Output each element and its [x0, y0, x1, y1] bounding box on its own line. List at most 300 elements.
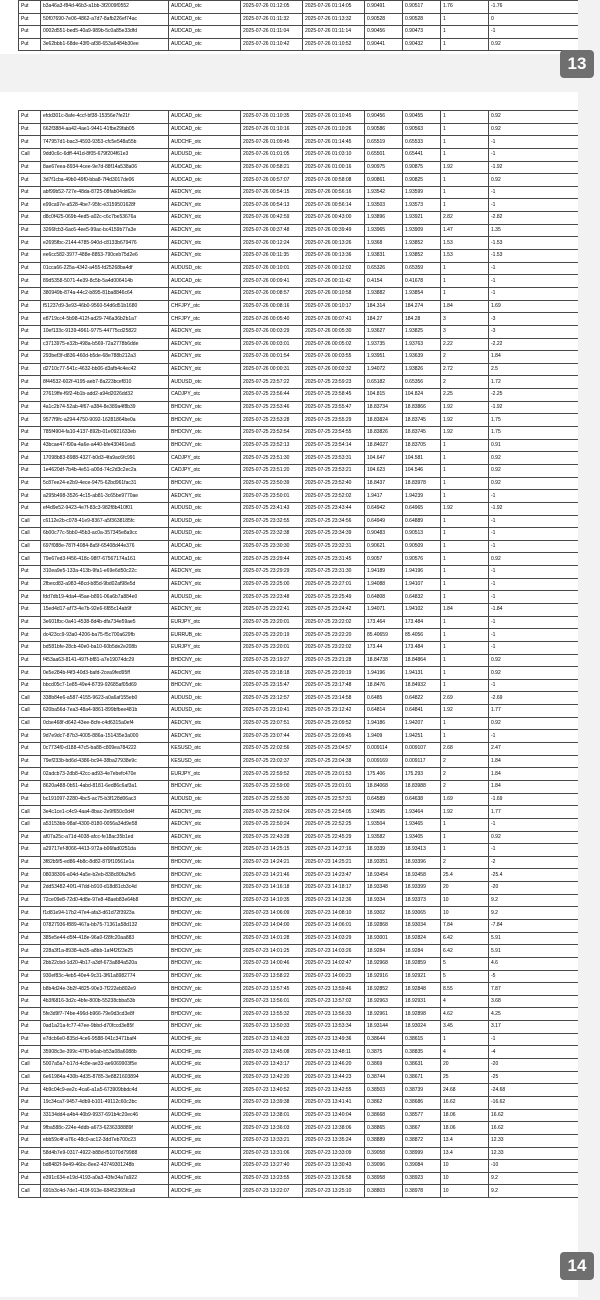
trade-id-cell: 17098b83-8988-4327-b0d3-4fa9ac6fc991 — [41, 452, 169, 465]
open-time-cell: 2025-07-26 00:03:29 — [241, 325, 303, 338]
close-time-cell: 2025-07-25 23:53:31 — [303, 452, 365, 465]
table-row — [19, 502, 579, 515]
amount-cell: 5 — [441, 957, 489, 970]
asset-cell: EURJPY_otc — [169, 616, 241, 629]
profit-cell: 4.25 — [489, 1008, 579, 1021]
open-time-cell: 2025-07-25 23:57:22 — [241, 376, 303, 389]
amount-cell: 1 — [441, 515, 489, 528]
profit-cell: -1.84 — [489, 603, 579, 616]
close-time-cell: 2025-07-25 22:54:05 — [303, 806, 365, 819]
amount-cell: 1 — [441, 667, 489, 680]
open-price-cell: 0.90456 — [365, 111, 403, 124]
close-price-cell: 1.94131 — [403, 667, 441, 680]
profit-cell: 0.92 — [489, 111, 579, 124]
trade-id-cell: 747957d1-bac3-4593-9353-cfc5e548a55b — [41, 136, 169, 149]
open-price-cell: 0.65326 — [365, 262, 403, 275]
profit-cell: -1 — [489, 490, 579, 503]
amount-cell: 1 — [441, 616, 489, 629]
open-price-cell: 104.623 — [365, 464, 403, 477]
direction-cell: Put — [19, 1008, 41, 1021]
open-time-cell: 2025-07-25 23:20:19 — [241, 629, 303, 642]
amount-cell: 1.92 — [441, 502, 489, 515]
trade-id-cell: 50f07690-7e06-4862-a7d7-8afb226ef74ac — [41, 13, 169, 26]
close-price-cell: 0.64638 — [403, 793, 441, 806]
profit-cell: -5 — [489, 970, 579, 983]
amount-cell: 3 — [441, 325, 489, 338]
open-time-cell: 2025-07-23 14:01:25 — [241, 945, 303, 958]
open-time-cell: 2025-07-23 13:33:21 — [241, 1134, 303, 1147]
close-price-cell: 18.93396 — [403, 856, 441, 869]
asset-cell: AUDCHF_otc — [169, 1059, 241, 1072]
open-time-cell: 2025-07-25 22:02:56 — [241, 743, 303, 756]
amount-cell: 1 — [441, 717, 489, 730]
open-time-cell: 2025-07-23 13:46:33 — [241, 1033, 303, 1046]
close-price-cell: 1.93405 — [403, 831, 441, 844]
amount-cell: 1 — [441, 262, 489, 275]
open-time-cell: 2025-07-25 23:23:48 — [241, 591, 303, 604]
table-row — [19, 123, 579, 136]
open-price-cell: 1.93965 — [365, 224, 403, 237]
open-time-cell: 2025-07-23 14:00:46 — [241, 957, 303, 970]
trade-id-cell: 9577f9fc-a294-4750-9092-16281864be0a — [41, 414, 169, 427]
close-price-cell: 1.93639 — [403, 351, 441, 364]
profit-cell: -1.69 — [489, 793, 579, 806]
open-time-cell: 2025-07-25 23:51:20 — [241, 464, 303, 477]
amount-cell: 3 — [441, 313, 489, 326]
trade-id-cell: 35908c3e-399c-47f0-b6ab-b53a08a6088b — [41, 1046, 169, 1059]
open-time-cell: 2025-07-25 23:10:41 — [241, 705, 303, 718]
direction-cell: Put — [19, 907, 41, 920]
open-price-cell: 0.38644 — [365, 1033, 403, 1046]
close-price-cell: 1.93852 — [403, 250, 441, 263]
table-row — [19, 1096, 579, 1109]
close-time-cell: 2025-07-23 13:41:41 — [303, 1096, 365, 1109]
direction-cell: Put — [19, 629, 41, 642]
open-price-cell: 18.92916 — [365, 970, 403, 983]
trades-table-top — [18, 0, 578, 51]
table-row — [19, 13, 579, 26]
asset-cell: AEDCNY_otc — [169, 237, 241, 250]
asset-cell: BHDCNY_otc — [169, 401, 241, 414]
direction-cell: Call — [19, 1071, 41, 1084]
table-row — [19, 970, 579, 983]
open-time-cell: 2025-07-26 01:10:35 — [241, 111, 303, 124]
direction-cell: Put — [19, 1033, 41, 1046]
direction-cell: Put — [19, 186, 41, 199]
open-price-cell: 1.93503 — [365, 199, 403, 212]
table-row — [19, 477, 579, 490]
close-time-cell: 2025-07-25 23:52:40 — [303, 477, 365, 490]
close-time-cell: 2025-07-23 14:06:01 — [303, 920, 365, 933]
close-price-cell: 1.94196 — [403, 566, 441, 579]
close-time-cell: 2025-07-25 23:14:58 — [303, 692, 365, 705]
table-row — [19, 1021, 579, 1034]
open-time-cell: 2025-07-25 22:55:30 — [241, 793, 303, 806]
close-price-cell: 18.84932 — [403, 679, 441, 692]
close-price-cell: 1.94239 — [403, 490, 441, 503]
direction-cell: Call — [19, 148, 41, 161]
table-row — [19, 363, 579, 376]
asset-cell: AUDCAD_otc — [169, 553, 241, 566]
table-row — [19, 578, 579, 591]
asset-cell: AUDCHF_otc — [169, 1147, 241, 1160]
close-time-cell: 2025-07-25 23:24:42 — [303, 603, 365, 616]
trade-id-cell: e7dcb6e0-835d-4ce6-9588-041c3471baf4 — [41, 1033, 169, 1046]
profit-cell: -1 — [489, 679, 579, 692]
open-time-cell: 2025-07-25 23:32:38 — [241, 528, 303, 541]
close-price-cell: 0.38999 — [403, 1147, 441, 1160]
amount-cell: 1 — [441, 540, 489, 553]
table-row — [19, 743, 579, 756]
asset-cell: AUDCAD_otc — [169, 123, 241, 136]
amount-cell: 5 — [441, 970, 489, 983]
open-price-cell: 0.38503 — [365, 1084, 403, 1097]
direction-cell: Put — [19, 212, 41, 225]
asset-cell: BHDCNY_otc — [169, 439, 241, 452]
profit-cell: -20 — [489, 1059, 579, 1072]
close-time-cell: 2025-07-25 23:58:45 — [303, 389, 365, 402]
amount-cell: 1.92 — [441, 806, 489, 819]
close-time-cell: 2025-07-23 13:26:58 — [303, 1172, 365, 1185]
close-price-cell: 0.64841 — [403, 705, 441, 718]
close-price-cell: 18.92859 — [403, 957, 441, 970]
profit-cell: 3.17 — [489, 1021, 579, 1034]
trade-id-cell: b8b4d24e-3b2f-4825-90e3-7f222eb802e9 — [41, 983, 169, 996]
open-price-cell: 1.93542 — [365, 186, 403, 199]
open-time-cell: 2025-07-25 23:19:27 — [241, 654, 303, 667]
profit-cell: 4.6 — [489, 957, 579, 970]
close-time-cell: 2025-07-23 14:00:23 — [303, 970, 365, 983]
direction-cell: Put — [19, 111, 41, 124]
close-time-cell: 2025-07-25 23:09:52 — [303, 717, 365, 730]
trade-id-cell: 6b00c77c-5bb0-45b3-ac0a-357345e8a9cc — [41, 528, 169, 541]
table-row — [19, 856, 579, 869]
table-row — [19, 831, 579, 844]
asset-cell: AUDCAD_otc — [169, 13, 241, 26]
table-row — [19, 983, 579, 996]
open-time-cell: 2025-07-25 23:30:30 — [241, 540, 303, 553]
asset-cell: AEDCNY_otc — [169, 287, 241, 300]
close-time-cell: 2025-07-25 23:21:28 — [303, 654, 365, 667]
profit-cell: 0.92 — [489, 477, 579, 490]
table-row — [19, 111, 579, 124]
trade-id-cell: 8ae67eea-8934-4cee-9e7d-88f14a538a06 — [41, 161, 169, 174]
amount-cell: 1 — [441, 38, 489, 51]
open-price-cell: 18.8437 — [365, 477, 403, 490]
trade-id-cell: 4b3f6816-3d2c-4bfe-800b-55238cbba53b — [41, 995, 169, 1008]
open-price-cell: 1.93896 — [365, 212, 403, 225]
table-row — [19, 995, 579, 1008]
open-time-cell: 2025-07-25 22:59:00 — [241, 780, 303, 793]
profit-cell: 0 — [489, 13, 579, 26]
profit-cell: 1.77 — [489, 806, 579, 819]
trade-id-cell: 3e601fbc-0a41-4538-8d4b-dfa734e59ae5 — [41, 616, 169, 629]
close-time-cell: 2025-07-25 23:52:02 — [303, 490, 365, 503]
trade-id-cell: a295b498-3526-4c15-ab81-3c65be9770ae — [41, 490, 169, 503]
trade-id-cell: 3266fcb3-6ac6-4ee5-99ac-bc4159b77a3e — [41, 224, 169, 237]
asset-cell: AUDCAD_otc — [169, 38, 241, 51]
direction-cell: Put — [19, 300, 41, 313]
amount-cell: 1.84 — [441, 300, 489, 313]
amount-cell: 2.69 — [441, 692, 489, 705]
open-price-cell: 1.93831 — [365, 250, 403, 263]
open-time-cell: 2025-07-25 23:41:43 — [241, 502, 303, 515]
profit-cell: -1 — [489, 844, 579, 857]
amount-cell: 1.84 — [441, 603, 489, 616]
open-price-cell: 18.93454 — [365, 869, 403, 882]
close-price-cell: 0.90563 — [403, 123, 441, 136]
open-time-cell: 2025-07-23 14:10:35 — [241, 894, 303, 907]
profit-cell: 9.2 — [489, 894, 579, 907]
amount-cell: 1 — [441, 641, 489, 654]
open-time-cell: 2025-07-26 00:08:57 — [241, 287, 303, 300]
close-time-cell: 2025-07-26 00:12:02 — [303, 262, 365, 275]
asset-cell: AUDUSD_otc — [169, 692, 241, 705]
asset-cell: BHDCNY_otc — [169, 945, 241, 958]
direction-cell: Put — [19, 13, 41, 26]
table-row — [19, 376, 579, 389]
trade-id-cell: 3f82b5f5-ed86-4b8c-8d82-879f10561e1a — [41, 856, 169, 869]
close-price-cell: 0.65356 — [403, 376, 441, 389]
asset-cell: AUDUSD_otc — [169, 515, 241, 528]
close-price-cell: 0.39084 — [403, 1160, 441, 1173]
asset-cell: CADJPY_otc — [169, 452, 241, 465]
table-row — [19, 464, 579, 477]
close-price-cell: 0.38739 — [403, 1084, 441, 1097]
profit-cell: 1.84 — [489, 755, 579, 768]
table-row — [19, 730, 579, 743]
asset-cell: AUDCHF_otc — [169, 1160, 241, 1173]
direction-cell: Put — [19, 351, 41, 364]
direction-cell: Put — [19, 932, 41, 945]
profit-cell: -1 — [489, 186, 579, 199]
amount-cell: 1 — [441, 730, 489, 743]
trade-id-cell: 6e61984a-430b-4d35-8785-3e8821603894 — [41, 1071, 169, 1084]
asset-cell: AEDCNY_otc — [169, 730, 241, 743]
open-time-cell: 2025-07-26 00:54:15 — [241, 186, 303, 199]
close-price-cell: 0.65533 — [403, 136, 441, 149]
asset-cell: BHDCNY_otc — [169, 780, 241, 793]
open-price-cell: 104.647 — [365, 452, 403, 465]
trade-id-cell: 4a1c2b74-52ab-4f67-a384-8e389a4f8b39 — [41, 401, 169, 414]
table-row — [19, 717, 579, 730]
asset-cell: AEDCNY_otc — [169, 351, 241, 364]
profit-cell: -1 — [489, 528, 579, 541]
close-price-cell: 18.92931 — [403, 995, 441, 1008]
asset-cell: AEDCNY_otc — [169, 250, 241, 263]
table-row — [19, 540, 579, 553]
open-price-cell: 18.93001 — [365, 932, 403, 945]
close-time-cell: 2025-07-26 00:13:36 — [303, 250, 365, 263]
close-time-cell: 2025-07-25 23:04:57 — [303, 743, 365, 756]
profit-cell: -2 — [489, 856, 579, 869]
asset-cell: BHDCNY_otc — [169, 1021, 241, 1034]
open-time-cell: 2025-07-23 14:24:21 — [241, 856, 303, 869]
open-time-cell: 2025-07-23 13:58:22 — [241, 970, 303, 983]
trade-id-cell: 9fba588c-224e-4ddb-a673-6236338889f — [41, 1122, 169, 1135]
close-time-cell: 2025-07-25 23:17:48 — [303, 679, 365, 692]
profit-cell: 0.91 — [489, 439, 579, 452]
open-price-cell: 184.314 — [365, 300, 403, 313]
close-time-cell: 2025-07-25 23:43:44 — [303, 502, 365, 515]
asset-cell: BHDCNY_otc — [169, 907, 241, 920]
open-price-cell: 0.90456 — [365, 26, 403, 39]
close-price-cell: 0.38872 — [403, 1134, 441, 1147]
amount-cell: 1 — [441, 464, 489, 477]
asset-cell: AUDUSD_otc — [169, 528, 241, 541]
close-price-cell: 0.38835 — [403, 1046, 441, 1059]
amount-cell: 2.68 — [441, 743, 489, 756]
open-time-cell: 2025-07-25 23:52:13 — [241, 439, 303, 452]
open-price-cell: 0.65519 — [365, 136, 403, 149]
trade-id-cell: 8f44532-602f-4195-aeb7-8a223bcef810 — [41, 376, 169, 389]
close-time-cell: 2025-07-25 22:45:29 — [303, 831, 365, 844]
asset-cell: AUDCAD_otc — [169, 26, 241, 39]
close-time-cell: 2025-07-26 00:43:00 — [303, 212, 365, 225]
close-price-cell: 0.90473 — [403, 26, 441, 39]
trade-id-cell: bd8482f-9e49-46bc-8ee2-43749301248b — [41, 1160, 169, 1173]
table-row — [19, 591, 579, 604]
close-time-cell: 2025-07-23 14:03:26 — [303, 945, 365, 958]
profit-cell: -1 — [489, 629, 579, 642]
open-price-cell: 18.83826 — [365, 427, 403, 440]
close-price-cell: 18.93458 — [403, 869, 441, 882]
direction-cell: Put — [19, 1084, 41, 1097]
direction-cell: Put — [19, 957, 41, 970]
open-price-cell: 1.9368 — [365, 237, 403, 250]
close-price-cell: 104.546 — [403, 464, 441, 477]
open-price-cell: 18.9339 — [365, 844, 403, 857]
trade-id-cell: 8620a488-0b51-4abd-8181-6ed86c6af3a1 — [41, 780, 169, 793]
direction-cell: Put — [19, 464, 41, 477]
close-price-cell: 0.38615 — [403, 1033, 441, 1046]
open-price-cell: 1.93582 — [365, 831, 403, 844]
trade-id-cell: 4b9c04c9-ee2c-4ca6-a1a5-673909bbdc4d — [41, 1084, 169, 1097]
direction-cell: Put — [19, 237, 41, 250]
close-price-cell: 1.94102 — [403, 603, 441, 616]
close-price-cell: 18.9284 — [403, 945, 441, 958]
table-row — [19, 452, 579, 465]
open-time-cell: 2025-07-26 00:08:16 — [241, 300, 303, 313]
asset-cell: AUDCAD_otc — [169, 174, 241, 187]
profit-cell: -1 — [489, 199, 579, 212]
profit-cell: 9.2 — [489, 1172, 579, 1185]
table-row — [19, 603, 579, 616]
close-price-cell: 0.90432 — [403, 38, 441, 51]
direction-cell: Put — [19, 439, 41, 452]
amount-cell: 25 — [441, 1071, 489, 1084]
asset-cell: AEDCNY_otc — [169, 831, 241, 844]
profit-cell: -1 — [489, 730, 579, 743]
open-time-cell: 2025-07-26 00:42:59 — [241, 212, 303, 225]
close-time-cell: 2025-07-26 00:58:08 — [303, 174, 365, 187]
amount-cell: 1 — [441, 553, 489, 566]
amount-cell: 1 — [441, 591, 489, 604]
table-row — [19, 338, 579, 351]
close-price-cell: 0.3867 — [403, 1122, 441, 1135]
direction-cell: Put — [19, 793, 41, 806]
profit-cell: 2.5 — [489, 363, 579, 376]
close-time-cell: 2025-07-25 23:55:47 — [303, 401, 365, 414]
profit-cell: -2.22 — [489, 338, 579, 351]
open-time-cell: 2025-07-25 23:53:28 — [241, 414, 303, 427]
asset-cell: AUDUSD_otc — [169, 793, 241, 806]
asset-cell: AEDCNY_otc — [169, 667, 241, 680]
close-price-cell: 1.93763 — [403, 338, 441, 351]
amount-cell: 1 — [441, 199, 489, 212]
open-time-cell: 2025-07-25 23:18:18 — [241, 667, 303, 680]
close-price-cell: 1.94251 — [403, 730, 441, 743]
asset-cell: AUDCHF_otc — [169, 1109, 241, 1122]
amount-cell: 1.53 — [441, 250, 489, 263]
close-price-cell: 0.009117 — [403, 755, 441, 768]
open-price-cell: 1.94072 — [365, 363, 403, 376]
page-number-badge: 13 — [560, 50, 594, 78]
direction-cell: Put — [19, 401, 41, 414]
table-row — [19, 920, 579, 933]
profit-cell: 3.68 — [489, 995, 579, 1008]
direction-cell: Put — [19, 313, 41, 326]
close-time-cell: 2025-07-23 14:18:17 — [303, 882, 365, 895]
profit-cell: -1.92 — [489, 161, 579, 174]
direction-cell: Put — [19, 1134, 41, 1147]
trade-id-cell: 2fbecd83-a983-48cd-b85d-9bd02af98e5d — [41, 578, 169, 591]
amount-cell: 20 — [441, 882, 489, 895]
close-time-cell: 2025-07-23 13:38:06 — [303, 1122, 365, 1135]
close-price-cell: 0.38671 — [403, 1071, 441, 1084]
open-price-cell: 1.93735 — [365, 338, 403, 351]
asset-cell: AEDCNY_otc — [169, 717, 241, 730]
close-time-cell: 2025-07-26 01:10:26 — [303, 123, 365, 136]
amount-cell: 2 — [441, 780, 489, 793]
asset-cell: AUDCHF_otc — [169, 1096, 241, 1109]
direction-cell: Put — [19, 490, 41, 503]
amount-cell: 2 — [441, 755, 489, 768]
table-row — [19, 692, 579, 705]
trade-id-cell: b3a46a3-f84d-46b3-a1bb-3f2009f0552 — [41, 1, 169, 14]
profit-cell: 0.92 — [489, 452, 579, 465]
trade-id-cell: a29717ef-8066-4413-972a-b06fad0251da — [41, 844, 169, 857]
open-price-cell: 0.90491 — [365, 1, 403, 14]
open-time-cell: 2025-07-26 00:11:35 — [241, 250, 303, 263]
close-time-cell: 2025-07-23 13:30:43 — [303, 1160, 365, 1173]
close-time-cell: 2025-07-26 00:56:14 — [303, 199, 365, 212]
direction-cell: Put — [19, 502, 41, 515]
profit-cell: -2.25 — [489, 389, 579, 402]
direction-cell: Put — [19, 1172, 41, 1185]
open-price-cell: 173.464 — [365, 616, 403, 629]
trade-id-cell: dc423cc9-93a0-4206-ba75-f5c700a629fb — [41, 629, 169, 642]
amount-cell: 4 — [441, 995, 489, 1008]
amount-cell: 1 — [441, 13, 489, 26]
profit-cell: 0.92 — [489, 654, 579, 667]
table-row — [19, 300, 579, 313]
trade-id-cell: 15ed4d17-af73-4e7b-92e6-6f85c14ab9f — [41, 603, 169, 616]
amount-cell: 25.4 — [441, 869, 489, 882]
table-row — [19, 654, 579, 667]
amount-cell: 1 — [441, 679, 489, 692]
close-time-cell: 2025-07-26 00:10:17 — [303, 300, 365, 313]
amount-cell: 2 — [441, 376, 489, 389]
asset-cell: AUDCHF_otc — [169, 1134, 241, 1147]
profit-cell: 1.75 — [489, 414, 579, 427]
open-time-cell: 2025-07-25 23:32:55 — [241, 515, 303, 528]
close-price-cell: 18.83745 — [403, 427, 441, 440]
table-row — [19, 199, 579, 212]
asset-cell: AUDCHF_otc — [169, 1185, 241, 1198]
table-row — [19, 186, 579, 199]
close-price-cell: 18.84864 — [403, 654, 441, 667]
